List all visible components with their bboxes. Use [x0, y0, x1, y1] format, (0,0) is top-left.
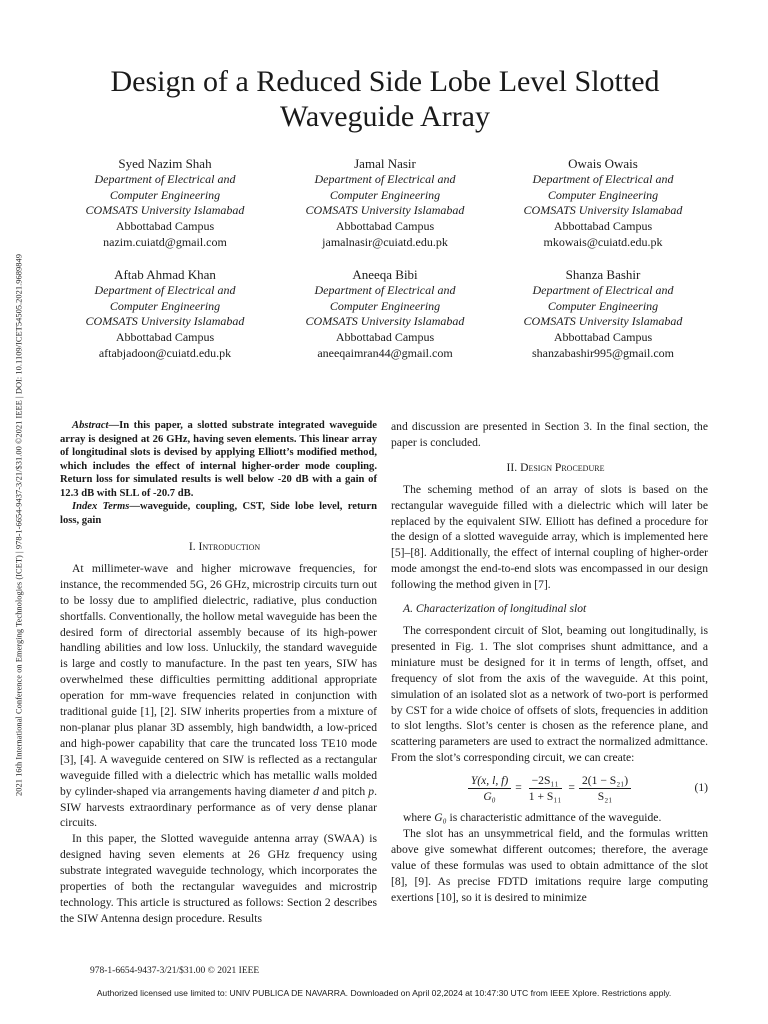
eq-denominator: S₂₁: [597, 789, 613, 803]
eq-equals: =: [568, 781, 575, 795]
author-dept: Computer Engineering: [109, 187, 221, 202]
author-name: Aftab Ahmad Khan: [114, 267, 216, 282]
footer-isbn: 978-1-6654-9437-3/21/$31.00 © 2021 IEEE: [90, 966, 260, 976]
eq-equals: =: [515, 781, 522, 795]
author-email: aneeqaimran44@gmail.com: [317, 345, 453, 360]
footer-license: Authorized licensed use limited to: UNIV PUBLICA DE NAVARRA. Downloaded on April 02,2024 at 10:47:30 UTC from IEEE Xplore. Restrictions apply.: [96, 988, 672, 998]
eq-denominator: G₀: [483, 789, 496, 803]
author-email: jamalnasir@cuiatd.edu.pk: [322, 234, 448, 249]
author-dept: Department of Electrical and: [94, 282, 236, 297]
abstract-lead: Abstract: [72, 420, 109, 431]
author-campus: Abbottabad Campus: [115, 330, 215, 345]
author-name: Aneeqa Bibi: [352, 267, 418, 282]
title-line-2: Waveguide Array: [280, 100, 490, 133]
author-dept: Computer Engineering: [547, 187, 659, 202]
intro-paragraph-2: In this paper, the Slotted waveguide antenna array (SWAA) is designed having seven elements at 26 GHz frequency using substrate integrated waveguide technology, which incorporates the properties of both the rectangular waveguides and microstrip technology. This article is structured as follows: Section 2 describes the SIW Antenna design procedure. Results: [60, 832, 377, 925]
author-card: [60, 267, 270, 362]
eq-denominator: 1 + S₁₁: [528, 789, 562, 803]
slot-paragraph-2: The slot has an unsymmetrical field, and the formulas written above give somewhat different outcomes; therefore, the average value of these formulas was used to obtain admittance of the slot [8], [9]. As precise FDTD imitations require large computing exertions [10], so it is desired to minimize: [391, 827, 708, 904]
author-dept: Department of Electrical and: [314, 171, 456, 186]
section-heading: II. Design Procedure: [506, 460, 605, 474]
eq-numerator: Y(x, l, f): [468, 773, 511, 789]
author-email: nazim.cuiatd@gmail.com: [103, 234, 227, 249]
equation-number: (1): [694, 781, 708, 795]
author-dept: Computer Engineering: [547, 298, 659, 313]
author-card: [498, 267, 708, 362]
left-column: [60, 419, 377, 927]
author-university: COMSATS University Islamabad: [85, 203, 245, 218]
title-line-1: Design of a Reduced Side Lobe Level Slotted: [110, 65, 660, 98]
paper-title: [60, 64, 710, 134]
eq-fraction: [526, 773, 565, 804]
author-dept: Department of Electrical and: [314, 282, 456, 297]
author-name: Jamal Nasir: [354, 156, 416, 171]
author-email: mkowais@cuiatd.edu.pk: [543, 234, 663, 249]
author-name: Shanza Bashir: [565, 267, 641, 282]
index-terms-text: —waveguide, coupling, CST, Side lobe level, return loss, gain: [60, 501, 377, 526]
author-university: COMSATS University Islamabad: [85, 314, 245, 329]
intro-paragraph-1: At millimeter-wave and higher microwave frequencies, for instance, the recommended 5G, 26 GHz, microstrip circuits turn out to be lossy due to amplified dielectric, radiative, plus conduction shortfalls. Conventionally, the hollow metal waveguide has been the desired form of directorial assembly because of its high-power handling abilities and low loss. Unluckily, the standard waveguide is large and costly to manufacture. In the past ten years, SIW has overwhelmed these difficulties permitting additional appropriate operation for mm-wave frequencies related in conjunction with traditional guide [1], [2]. SIW inherits properties from a mixture of non-planar plus planar 3D assembly, high bandwidth, a low-priced and high-power capability that care the truncated loss TE10 mode [3], [4]. A waveguide centered on SIW is reflected as a rectangular waveguide filled with a dielectric which has metallic walls molded by cylinder-shaped via arrangements having diameter d and pitch p. SIW harvests extraordinary performance as of very dense planar circuits.: [60, 561, 377, 830]
author-dept: Department of Electrical and: [532, 171, 674, 186]
abstract: [60, 419, 377, 500]
author-card: [60, 156, 270, 251]
author-card: [280, 267, 490, 362]
author-name: Owais Owais: [568, 156, 638, 171]
author-campus: Abbottabad Campus: [553, 219, 653, 234]
author-university: COMSATS University Islamabad: [305, 314, 465, 329]
author-campus: Abbottabad Campus: [115, 219, 215, 234]
author-campus: Abbottabad Campus: [335, 219, 435, 234]
author-email: shanzabashir995@gmail.com: [531, 345, 674, 360]
author-campus: Abbottabad Campus: [335, 330, 435, 345]
author-card: [280, 156, 490, 251]
author-email: aftabjadoon@cuiatd.edu.pk: [98, 345, 232, 360]
intro-paragraph-2-continued: and discussion are presented in Section 3. In the final section, the paper is concluded.: [391, 420, 708, 449]
author-dept: Computer Engineering: [329, 187, 441, 202]
author-university: COMSATS University Islamabad: [305, 203, 465, 218]
eq-fraction: [579, 773, 631, 804]
index-terms-lead: Index Terms: [72, 501, 130, 512]
abstract-text: —In this paper, a slotted substrate integrated waveguide array is designed at 26 GHz, having seven elements. This linear array of longitudinal slots is devised by applying Elliott’s modified method, which includes the effect of internal higher-order mode coupling. Return loss for simulated results is well below -20 dB with a gain of 12.3 dB with SLL of -20.7 dB.: [60, 420, 377, 499]
subsection-heading: A. Characterization of longitudinal slot: [403, 602, 587, 616]
slot-paragraph-1: The correspondent circuit of Slot, beaming out longitudinally, is presented in Fig. 1. The slot comprises shunt admittance, and a miniature must be designed for it in terms of length, offset, and frequency of slot from the axis of the waveguide. At this point, simulation of an isolated slot as a network of two-port is performed by CST for a wide choice of offsets of slots, frequencies in addition to slot lengths. Slot’s center is chosen as the reference plane, and scattering parameters are used to extract the normalized admittance. From the slot’s corresponding circuit, we can create:: [391, 623, 708, 765]
side-doi-strip: [12, 180, 26, 870]
author-card: [498, 156, 708, 251]
eq-fraction: [468, 773, 511, 804]
where-paragraph: where G₀ is characteristic admittance of the waveguide.: [403, 811, 662, 825]
side-doi-text: 2021 16th International Conference on Emerging Technologies (ICET) | 978-1-6654-9437-3/21/$31.00 ©2021 IEEE | DOI: 10.1109/ICET54505.2021.9689849: [14, 254, 24, 796]
author-dept: Department of Electrical and: [94, 171, 236, 186]
design-paragraph: The scheming method of an array of slots is based on the rectangular waveguide filled with a dielectric which will later be replaced by the equivalent SIW. Elliott has defined a procedure for the design of a slotted waveguide array, which is implemented here [5]–[8]. Additionally, the effect of internal coupling of higher-order mode amongst the end-to-end slots was encompassed in our design following the method given in [7].: [391, 482, 708, 592]
author-university: COMSATS University Islamabad: [523, 314, 683, 329]
author-name: Syed Nazim Shah: [118, 156, 212, 171]
author-university: COMSATS University Islamabad: [523, 203, 683, 218]
author-dept: Computer Engineering: [329, 298, 441, 313]
equation-1: [391, 766, 708, 810]
author-dept: Computer Engineering: [109, 298, 221, 313]
eq-numerator: 2(1 − S₂₁): [579, 773, 631, 789]
author-dept: Department of Electrical and: [532, 282, 674, 297]
eq-numerator: −2S₁₁: [529, 773, 562, 789]
author-campus: Abbottabad Campus: [553, 330, 653, 345]
right-column: [391, 419, 708, 906]
section-heading: I. Introduction: [188, 540, 261, 553]
index-terms: [60, 500, 377, 527]
